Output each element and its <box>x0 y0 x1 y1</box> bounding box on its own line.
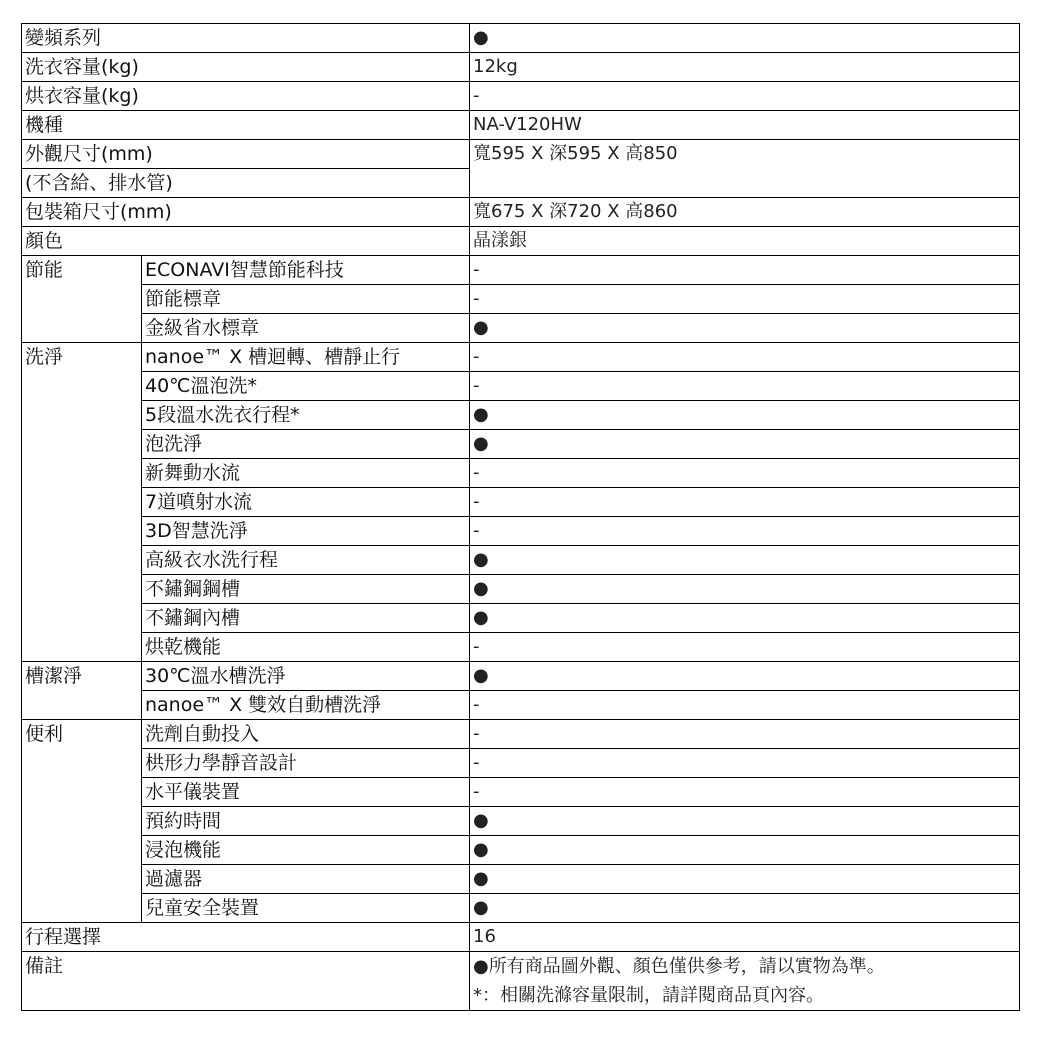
row-energy-2 <box>22 285 1020 314</box>
feature-value: - <box>470 285 1020 314</box>
row-wash-8 <box>22 546 1020 575</box>
row-tub-1 <box>22 662 1020 691</box>
row-energy-1 <box>22 256 1020 285</box>
row-value: 寬675 X 深720 X 高860 <box>470 198 1020 227</box>
feature-label: nanoe™ X 槽迴轉、槽靜止行 <box>142 343 470 372</box>
feature-value: - <box>470 343 1020 372</box>
row-label: 行程選擇 <box>22 923 470 952</box>
row-notes <box>22 952 1020 1011</box>
feature-label: 預約時間 <box>142 807 470 836</box>
row-value: - <box>470 82 1020 111</box>
row-value: NA-V120HW <box>470 111 1020 140</box>
row-wash-1 <box>22 343 1020 372</box>
row-dimensions <box>22 140 1020 169</box>
feature-value: ● <box>470 575 1020 604</box>
row-conv-7 <box>22 894 1020 923</box>
feature-label: 兒童安全裝置 <box>142 894 470 923</box>
feature-label: 水平儀裝置 <box>142 778 470 807</box>
group-label: 便利 <box>22 720 142 923</box>
row-wash-4 <box>22 430 1020 459</box>
feature-value: ● <box>470 662 1020 691</box>
feature-label: 高級衣水洗行程 <box>142 546 470 575</box>
row-wash-9 <box>22 575 1020 604</box>
group-label: 節能 <box>22 256 142 343</box>
feature-label: 5段溫水洗衣行程* <box>142 401 470 430</box>
feature-label: ECONAVI智慧節能科技 <box>142 256 470 285</box>
feature-label: 40℃溫泡洗* <box>142 372 470 401</box>
feature-value: ● <box>470 894 1020 923</box>
feature-value: - <box>470 778 1020 807</box>
feature-label: 栱形力學靜音設計 <box>142 749 470 778</box>
row-label: 機種 <box>22 111 470 140</box>
feature-value: ● <box>470 604 1020 633</box>
feature-label: 30℃溫水槽洗淨 <box>142 662 470 691</box>
row-series <box>22 24 1020 53</box>
row-conv-6 <box>22 865 1020 894</box>
feature-value: - <box>470 749 1020 778</box>
notes-line-2: *：相關洗滌容量限制，請詳閱商品頁內容。 <box>473 985 825 1006</box>
feature-label: 烘乾機能 <box>142 633 470 662</box>
feature-value: - <box>470 256 1020 285</box>
row-wash-6 <box>22 488 1020 517</box>
row-programs <box>22 923 1020 952</box>
row-wash-2 <box>22 372 1020 401</box>
feature-value: - <box>470 488 1020 517</box>
feature-value: - <box>470 459 1020 488</box>
spec-table <box>21 23 1020 1011</box>
feature-label: 節能標章 <box>142 285 470 314</box>
notes-value <box>470 952 1020 1011</box>
row-wash-3 <box>22 401 1020 430</box>
feature-label: 泡洗淨 <box>142 430 470 459</box>
feature-value: - <box>470 720 1020 749</box>
row-wash-5 <box>22 459 1020 488</box>
row-label: 包裝箱尺寸(mm) <box>22 198 470 227</box>
row-label: 洗衣容量(kg) <box>22 53 470 82</box>
feature-label: nanoe™ X 雙效自動槽洗淨 <box>142 691 470 720</box>
row-energy-3 <box>22 314 1020 343</box>
notes-line-1: ●所有商品圖外觀、顏色僅供參考，請以實物為準。 <box>473 956 885 977</box>
row-label: 顏色 <box>22 227 470 256</box>
row-package <box>22 198 1020 227</box>
row-value: 12kg <box>470 53 1020 82</box>
feature-label: 新舞動水流 <box>142 459 470 488</box>
feature-value: ● <box>470 807 1020 836</box>
row-value: 晶漾銀 <box>470 227 1020 256</box>
feature-label: 過濾器 <box>142 865 470 894</box>
feature-value: - <box>470 691 1020 720</box>
feature-value: ● <box>470 430 1020 459</box>
row-conv-4 <box>22 807 1020 836</box>
row-value: 寬595 X 深595 X 高850 <box>470 140 1020 198</box>
row-conv-3 <box>22 778 1020 807</box>
row-conv-1 <box>22 720 1020 749</box>
feature-value: ● <box>470 314 1020 343</box>
row-label: (不含給、排水管) <box>22 169 470 198</box>
row-label: 備註 <box>22 952 470 1011</box>
feature-value: ● <box>470 546 1020 575</box>
feature-value: - <box>470 633 1020 662</box>
group-label: 槽潔淨 <box>22 662 142 720</box>
feature-label: 3D智慧洗淨 <box>142 517 470 546</box>
row-label: 變頻系列 <box>22 24 470 53</box>
feature-value: - <box>470 372 1020 401</box>
row-conv-2 <box>22 749 1020 778</box>
row-wash-10 <box>22 604 1020 633</box>
feature-value: - <box>470 517 1020 546</box>
feature-label: 金級省水標章 <box>142 314 470 343</box>
row-model <box>22 111 1020 140</box>
feature-value: ● <box>470 401 1020 430</box>
feature-label: 浸泡機能 <box>142 836 470 865</box>
feature-label: 不鏽鋼內槽 <box>142 604 470 633</box>
row-wash-capacity <box>22 53 1020 82</box>
row-conv-5 <box>22 836 1020 865</box>
feature-label: 7道噴射水流 <box>142 488 470 517</box>
row-label: 烘衣容量(kg) <box>22 82 470 111</box>
group-label: 洗淨 <box>22 343 142 662</box>
row-value: 16 <box>470 923 1020 952</box>
feature-label: 洗劑自動投入 <box>142 720 470 749</box>
row-wash-7 <box>22 517 1020 546</box>
row-label: 外觀尺寸(mm) <box>22 140 470 169</box>
row-wash-11 <box>22 633 1020 662</box>
feature-value: ● <box>470 865 1020 894</box>
row-color <box>22 227 1020 256</box>
feature-label: 不鏽鋼鋼槽 <box>142 575 470 604</box>
feature-value: ● <box>470 836 1020 865</box>
row-value: ● <box>470 24 1020 53</box>
row-dry-capacity <box>22 82 1020 111</box>
row-tub-2 <box>22 691 1020 720</box>
